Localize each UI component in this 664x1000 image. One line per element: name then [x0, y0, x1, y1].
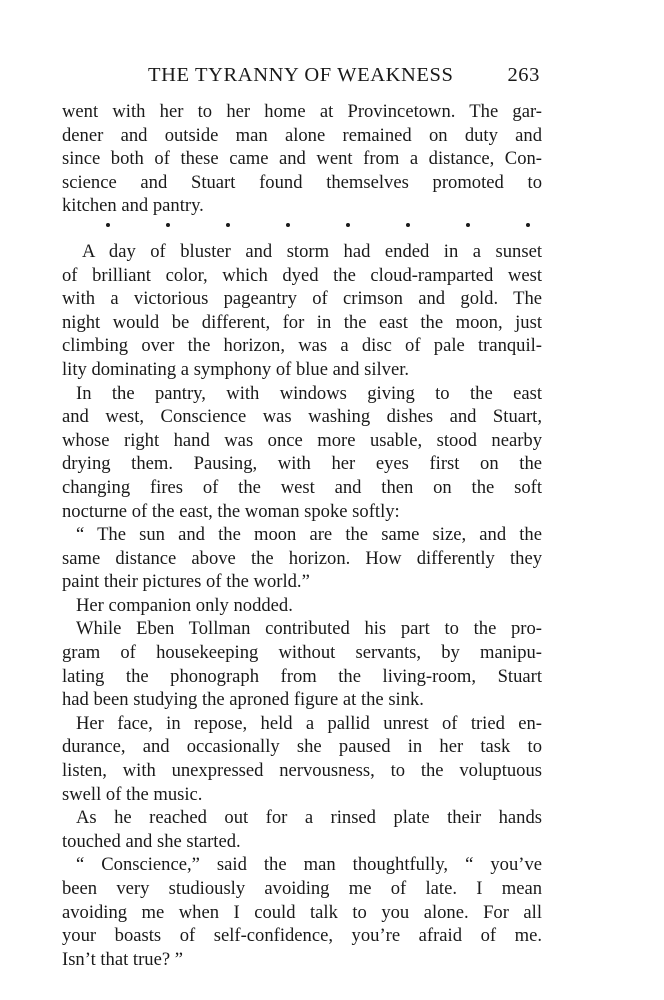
text-line: Isn’t that true? ”	[62, 948, 183, 970]
text-line: been very studiously avoiding me of late. I mean	[62, 878, 542, 899]
paragraph	[62, 382, 542, 524]
paragraph	[62, 617, 542, 711]
text-line: and west, Conscience was washing dishes and Stuart,	[62, 406, 542, 428]
text-line: gram of housekeeping without servants, by manipu-	[62, 642, 542, 664]
text-line: night would be different, for in the east the moon, just	[62, 311, 542, 333]
section-break-dot	[466, 223, 470, 227]
text-line: swell of the music.	[62, 783, 203, 805]
text-line: drying them. Pausing, with her eyes first on the	[62, 453, 542, 475]
text-line: same distance above the horizon. How differently they	[62, 547, 542, 569]
section-break-dot	[526, 223, 530, 227]
text-line: In the pantry, with windows giving to the east	[76, 382, 542, 404]
text-line: nocturne of the east, the woman spoke softly:	[62, 500, 400, 522]
text-line: your boasts of self-confidence, you’re afraid of me.	[62, 925, 542, 947]
paragraph	[62, 100, 542, 218]
text-line: kitchen and pantry.	[62, 195, 204, 217]
paragraph	[62, 712, 542, 806]
section-break-dot	[166, 223, 170, 227]
text-line: science and Stuart found themselves promoted to	[62, 171, 542, 193]
text-line: touched and she started.	[62, 830, 241, 852]
text-line: lating the phonograph from the living-room, Stuart	[62, 665, 542, 687]
section-break-dot	[406, 223, 410, 227]
text-line: had been studying the aproned figure at the sink.	[62, 689, 424, 711]
section-break-dot	[226, 223, 230, 227]
text-line: “ Conscience,” said the man thoughtfully, “ you’ve	[76, 854, 542, 876]
running-head: THE TYRANNY OF WEAKNESS	[148, 64, 454, 86]
text-line: Her face, in repose, held a pallid unrest of tried en-	[76, 712, 542, 734]
text-line: with a victorious pageantry of crimson and gold. The	[62, 288, 542, 310]
text-line: climbing over the horizon, was a disc of pale tranquil-	[62, 335, 542, 357]
text-line: of brilliant color, which dyed the cloud-ramparted west	[62, 264, 542, 286]
text-line: paint their pictures of the world.”	[62, 571, 310, 593]
text-line: “ The sun and the moon are the same size, and the	[76, 524, 542, 546]
paragraph	[62, 806, 542, 853]
text-line: lity dominating a symphony of blue and silver.	[62, 358, 410, 380]
text-line: Her companion only nodded.	[76, 594, 293, 616]
text-line: As he reached out for a rinsed plate their hands	[76, 807, 542, 829]
text-line: A day of bluster and storm had ended in a sunset	[82, 240, 542, 262]
text-line: changing fires of the west and then on the soft	[62, 476, 542, 498]
page-number: 263	[507, 64, 540, 86]
paragraph	[62, 853, 542, 971]
text-line: went with her to her home at Provincetown. The gar-	[62, 101, 542, 122]
section-break-dot	[346, 223, 350, 227]
page-header	[62, 58, 542, 92]
paragraph	[62, 240, 542, 382]
text-line: listen, with unexpressed nervousness, to the voluptuous	[62, 760, 542, 782]
paragraph	[62, 594, 542, 618]
text-line: dener and outside man alone remained on duty and	[62, 124, 542, 146]
book-page	[62, 58, 542, 971]
paragraph	[62, 523, 542, 594]
section-break-dot	[106, 223, 110, 227]
body-text	[62, 100, 542, 971]
text-line: durance, and occasionally she paused in her task to	[62, 736, 542, 758]
section-break-dot	[286, 223, 290, 227]
text-line: While Eben Tollman contributed his part to the pro-	[76, 618, 542, 640]
text-line: whose right hand was once more usable, stood nearby	[62, 429, 542, 451]
text-line: avoiding me when I could talk to you alone. For all	[62, 901, 542, 923]
text-line: since both of these came and went from a distance, Con-	[62, 148, 542, 170]
